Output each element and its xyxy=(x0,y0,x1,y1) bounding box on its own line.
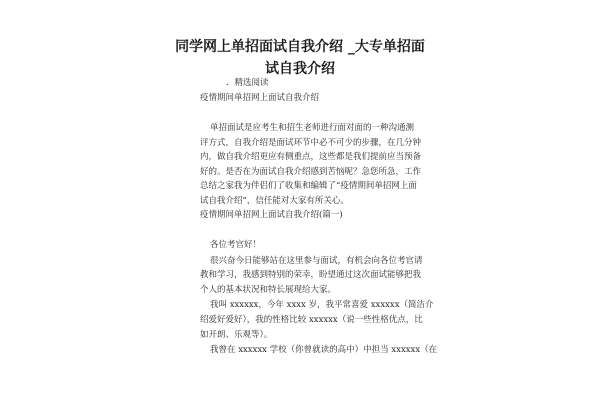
body-line: 如开朗、乐观等）。 xyxy=(200,330,273,340)
document-subtitle: 疫情期间单招网上面试自我介绍 xyxy=(200,93,320,103)
greeting: 各位考官好！ xyxy=(210,240,262,250)
body-line: 很兴奋今日能够站在这里参与面试，有机会向各位考官请 xyxy=(210,256,423,266)
body-line: 我叫 xxxxxx，今年 xxxx 岁，我平常喜爱 xxxxxx（简洁介 xyxy=(210,300,434,310)
part-heading: 疫情期间单招网上面试自我介绍(篇一) xyxy=(200,210,343,220)
document-title-line-2: 试自我介绍 xyxy=(265,61,335,77)
body-line: 绍爱好爱好），我的性格比较 xxxxxx（说一些性格优点，比 xyxy=(200,315,423,325)
intro-line: 内，做自我介绍更应有侧重点，这些都是我们提前应当预备 xyxy=(200,152,422,162)
intro-line: 试自我介绍”，信任能对大家有所关心。 xyxy=(200,196,349,206)
body-line: 教和学习，我感到特别的荣幸，盼望通过这次面试能够把我 xyxy=(200,270,422,280)
intro-line: 评方式，自我介绍是面试环节中必不可少的步骤，在几分钟 xyxy=(200,138,422,148)
intro-line: 单招面试是应考生和招生老师进行面对面的一种沟通测 xyxy=(210,123,415,133)
section-label: ．精选阅读 xyxy=(226,78,269,88)
intro-line: 总结之家我为伴侣们了收集和编辑了“疫情期间单招网上面 xyxy=(200,181,417,191)
body-line: 个人的基本状况和特长展现给大家。 xyxy=(200,285,337,295)
intro-line: 好的。是否在为面试自我介绍感到苦恼呢？急您所急，工作 xyxy=(200,167,422,177)
document-title-line-1: 同学网上单招面试自我介绍 _大专单招面 xyxy=(175,39,425,55)
body-line: 我曾在 xxxxxx 学校（你曾就读的高中）中担当 xxxxxx（在 xyxy=(210,345,438,355)
